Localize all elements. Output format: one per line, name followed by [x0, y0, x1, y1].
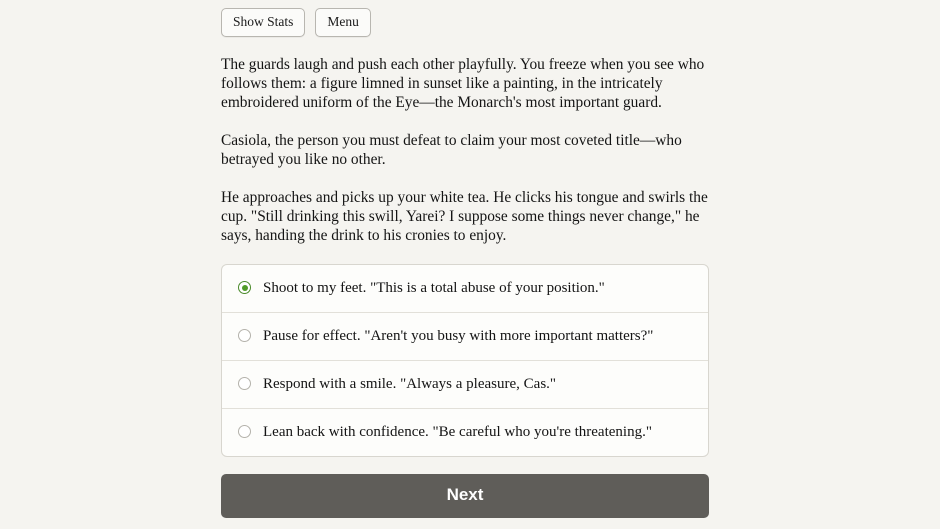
choice-option[interactable] [222, 361, 708, 409]
choice-label: Shoot to my feet. "This is a total abuse of your position." [263, 279, 605, 296]
story-paragraph: The guards laugh and push each other playfully. You freeze when you see who follows them: a figure limned in sunset like a painting, in the intricately embroidered uniform of the Eye—the Monarch's most important guard. [221, 55, 705, 112]
choice-option[interactable] [222, 409, 708, 456]
story-text [221, 55, 709, 246]
next-button[interactable]: Next [221, 474, 709, 518]
choice-label: Lean back with confidence. "Be careful who you're threatening." [263, 423, 652, 440]
radio-icon[interactable] [238, 281, 251, 294]
radio-icon[interactable] [238, 425, 251, 438]
show-stats-button[interactable]: Show Stats [221, 8, 305, 37]
top-toolbar [221, 0, 709, 45]
story-paragraph: He approaches and picks up your white tea. He clicks his tongue and swirls the cup. "Still drinking this swill, Yarei? I suppose some things never change," he says, handing the drink to his cronies to enjoy. [221, 188, 708, 245]
story-column [221, 0, 709, 518]
choice-label: Pause for effect. "Aren't you busy with more important matters?" [263, 327, 654, 344]
radio-icon[interactable] [238, 377, 251, 390]
radio-icon[interactable] [238, 329, 251, 342]
menu-button[interactable]: Menu [315, 8, 371, 37]
choice-option[interactable] [222, 265, 708, 313]
choice-label: Respond with a smile. "Always a pleasure, Cas." [263, 375, 557, 392]
choice-option[interactable] [222, 313, 708, 361]
story-paragraph: Casiola, the person you must defeat to claim your most coveted title—who betrayed you like no other. [221, 131, 682, 169]
choice-list [221, 264, 709, 457]
